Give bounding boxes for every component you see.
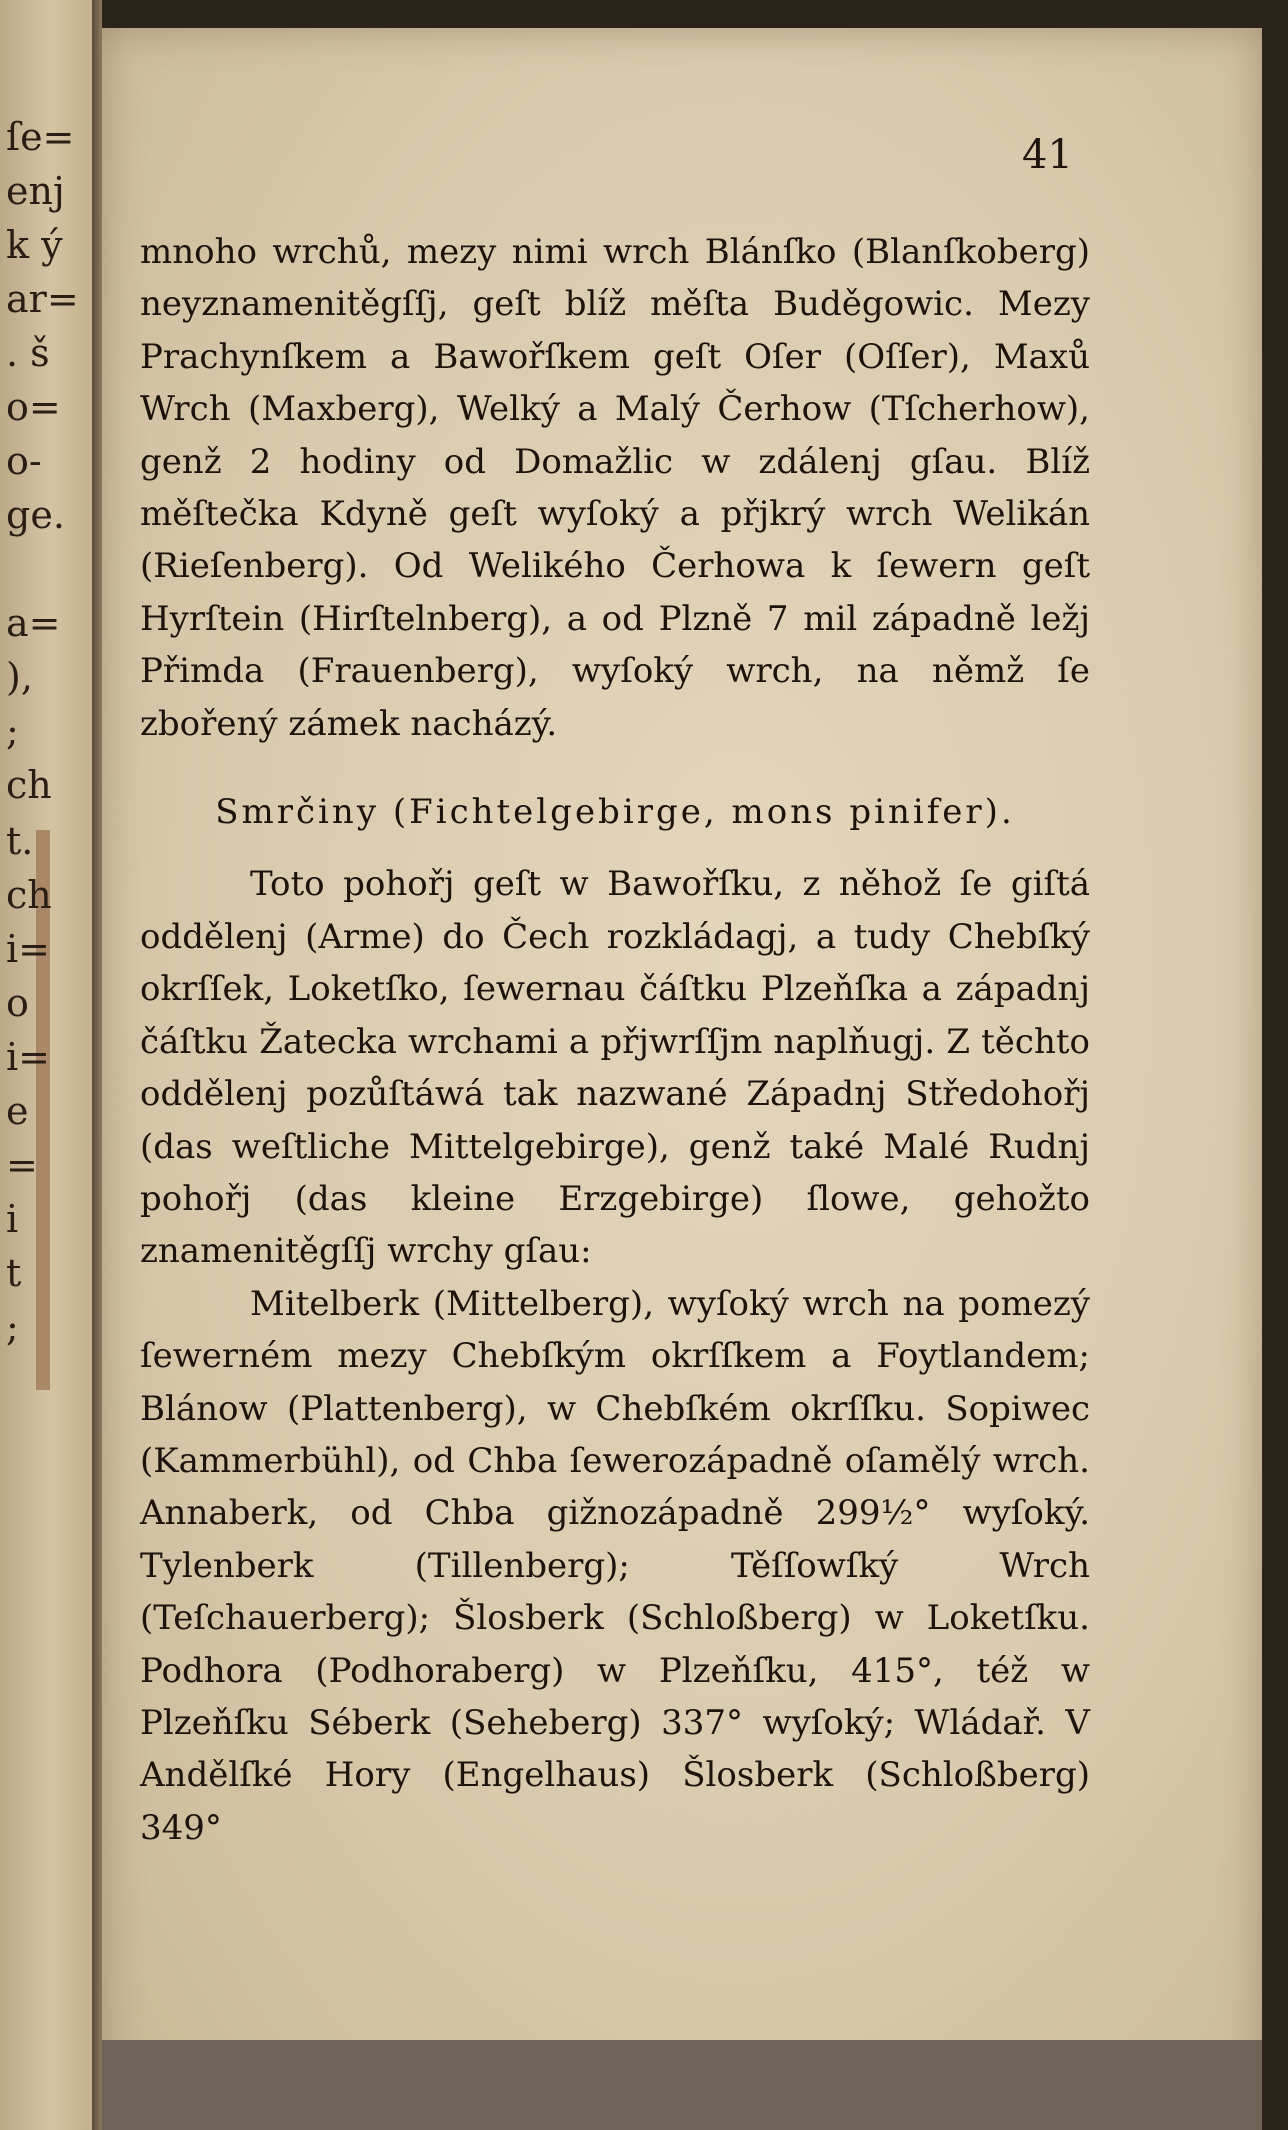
left-page-fragment: ar= — [6, 277, 79, 321]
left-page-fragment: ch — [6, 873, 52, 917]
left-page-fragment: i= — [6, 1035, 50, 1079]
paragraph-mountains-intro: mnoho wrchů, mezy nimi wrch Blánſko (Blanſkoberg) neyznamenitěgſſj, geſt blíž měſta Buděgowic. Mezy Prachynſkem a Bawořſkem geſt Oſer (Oſſer), Maxů Wrch (Maxberg), Welký a Malý Čerhow (Tſcherhow), genž 2 hodiny od Domažlic w zdálenj gſau. Blíž měſtečka Kdyně geſt wyſoký a přjkrý wrch Welikán (Rieſenberg). Od Welikého Čerhowa k ſewern geſt Hyrſtein (Hirſtelnberg), a od Plzně 7 mil západně ležj Přimda (Frauenberg), wyſoký wrch, na němž ſe zbořený zámek nacházý. — [140, 232, 1090, 744]
left-page-fragment: ; — [6, 709, 19, 753]
scan-background-bottom — [102, 2040, 1262, 2130]
left-page-fragment: ), — [6, 655, 33, 699]
left-page-fragment: ; — [6, 1305, 19, 1349]
page-number: 41 — [1022, 132, 1073, 178]
left-page-fragment: o- — [6, 439, 42, 483]
left-page-fragment: ch — [6, 763, 52, 807]
book-gutter — [92, 0, 102, 2130]
left-page-fragment: enj — [6, 169, 65, 213]
left-page-fragment: t. — [6, 819, 34, 863]
left-page-edge — [0, 0, 92, 2130]
left-page-fragment: = — [6, 1143, 38, 1187]
left-page-fragment: k ý — [6, 223, 63, 267]
left-page-fragment: o — [6, 981, 29, 1025]
left-page-fragment: a= — [6, 601, 61, 645]
left-page-fragment: i — [6, 1197, 19, 1241]
left-page-fragment: . š — [6, 331, 50, 375]
left-page-fragment: ge. — [6, 493, 65, 537]
page-body — [140, 226, 1090, 1854]
paragraph-smrciny: Toto pohořj geſt w Bawořſku, z něhož ſe giſtá oddělenj (Arme) do Čech rozkládagj, a tudy Chebſký okrſſek, Loketſko, ſewernau čáſtku Plzeňſka a západnj čáſtku Žatecka wrchami a přjwrſſjm naplňugj. Z těchto oddělenj pozůſtáwá tak nazwané Západnj Středohořj (das weſtliche Mittelgebirge), genž také Malé Rudnj pohořj (das kleine Erzgebirge) ſlowe, gehožto znamenitěgſſj wrchy gſau: — [140, 864, 1090, 1272]
left-page-fragment: ſe= — [6, 115, 75, 159]
left-page-fragment: i= — [6, 927, 50, 971]
left-page-fragment: o= — [6, 385, 61, 429]
paragraph-peaks-list: Mitelberk (Mittelberg), wyſoký wrch na pomezý ſewerném mezy Chebſkým okrſſkem a Foytlandem; Blánow (Plattenberg), w Chebſkém okrſſku. Sopiwec (Kammerbühl), od Chba ſewerozápadně oſamělý wrch. Annaberk, od Chba gižnozápadně 299½° wyſoký. Tylenberk (Tillenberg); Těſſowſký Wrch (Teſchauerberg); Šlosberk (Schloßberg) w Loketſku. Podhora (Podhoraberg) w Plzeňſku, 415°, též w Plzeňſku Séberk (Seheberg) 337° wyſoký; Wládař. V Andělſké Hory (Engelhaus) Šlosberk (Schloßberg) 349° — [140, 1283, 1090, 1848]
section-heading: Smrčiny (Fichtelgebirge, mons pinifer). — [215, 792, 1015, 833]
left-page-fragment: t — [6, 1251, 22, 1295]
left-page-fragment: e — [6, 1089, 29, 1133]
